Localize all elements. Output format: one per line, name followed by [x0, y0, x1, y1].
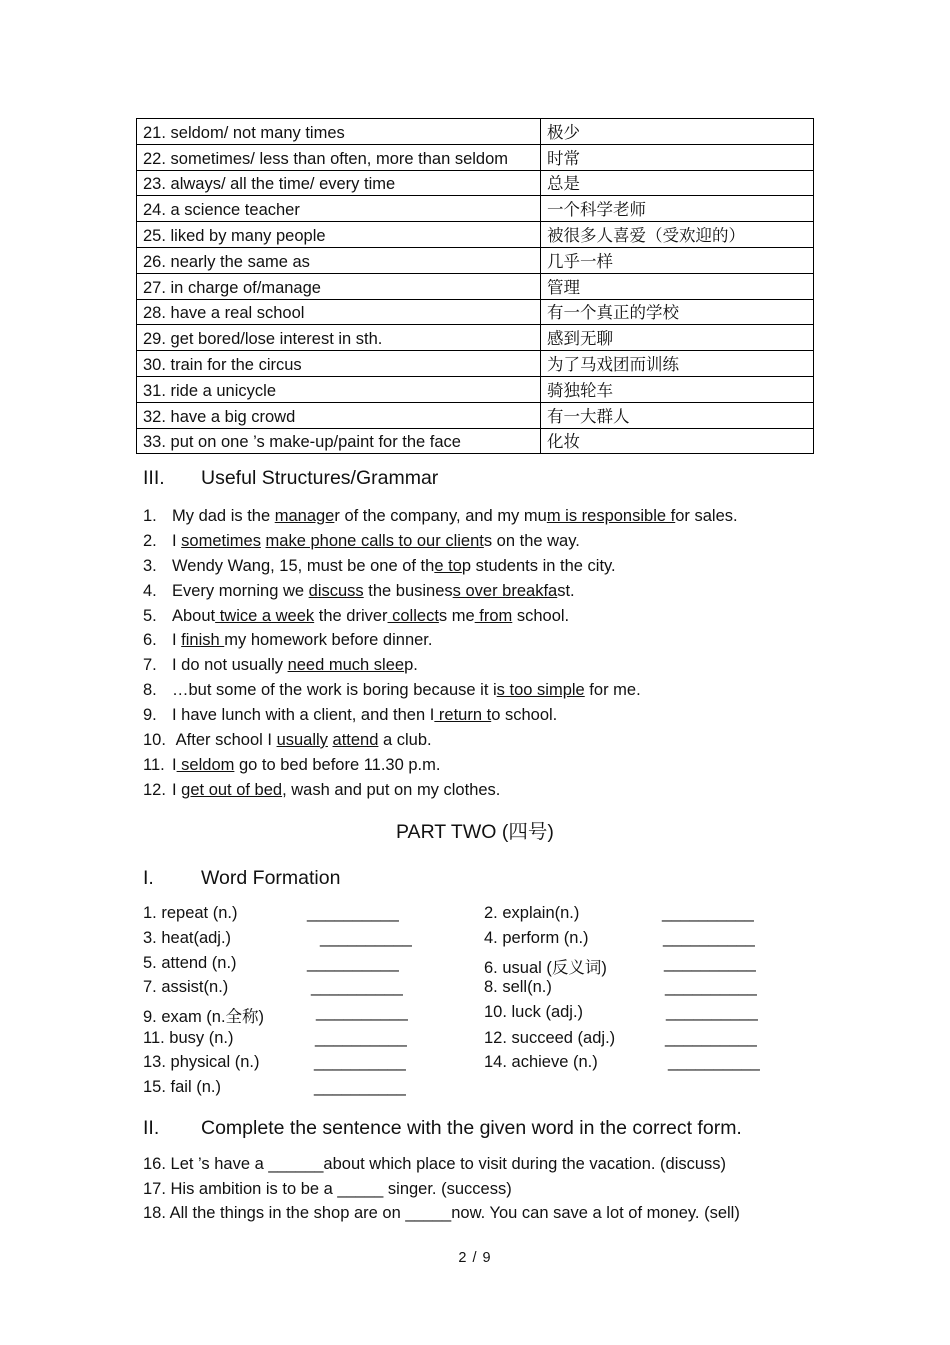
section-i-heading: I. Word Formation [143, 867, 341, 889]
grammar-sentence [143, 778, 738, 803]
vocab-chinese: 极少 [541, 119, 814, 145]
sentence-text: st. [557, 581, 575, 600]
underlined-phrase: sometimes [181, 531, 261, 550]
grammar-sentence [143, 753, 738, 778]
answer-blank[interactable]: __________ [314, 1078, 406, 1096]
complete-sentence-list [143, 1152, 740, 1226]
sentence-text: for me. [584, 681, 641, 700]
answer-blank[interactable]: __________ [320, 929, 412, 947]
answer-blank[interactable]: __________ [315, 1029, 407, 1047]
page-number: 2 / 9 [458, 1250, 492, 1266]
sentence-number: 3. [143, 556, 157, 575]
vocab-english: 30. train for the circus [137, 351, 541, 377]
answer-blank[interactable]: __________ [665, 1029, 757, 1047]
sentence-text: a club. [378, 731, 432, 750]
word-formation-item: 11. busy (n.) [143, 1029, 234, 1047]
sentence-text: go to bed before 11.30 p.m. [234, 755, 441, 774]
vocab-english: 22. sometimes/ less than often, more than seldom [137, 144, 541, 170]
underlined-phrase: get out of bed [181, 780, 283, 799]
vocab-row [137, 196, 814, 222]
underlined-phrase: s too simple [496, 681, 585, 700]
fill-in-sentence: 16. Let ’s have a ______about which place to visit during the vacation. (discuss) [143, 1155, 727, 1173]
sentence-text: I [172, 780, 182, 799]
underlined-phrase: discuss [308, 581, 364, 600]
sentence-text: p. [404, 656, 418, 675]
vocab-chinese: 感到无聊 [541, 325, 814, 351]
underlined-phrase: usually [276, 731, 328, 750]
underlined-phrase: attend [332, 731, 379, 750]
word-formation-item: 8. sell(n.) [484, 978, 552, 996]
sentence-text: I [172, 631, 182, 650]
word-formation-item: 7. assist(n.) [143, 978, 229, 996]
vocab-row [137, 119, 814, 145]
sentence-text: or sales. [675, 507, 738, 525]
sentence-text: I [172, 531, 182, 550]
underlined-phrase: s over breakfa [452, 581, 558, 600]
grammar-sentence [143, 554, 738, 579]
sentence-number: 6. [143, 631, 157, 650]
vocab-english: 32. have a big crowd [137, 402, 541, 428]
grammar-sentence-list [143, 504, 738, 803]
word-formation-item: 6. usual (反义词) [484, 959, 607, 977]
sentence-text: Wendy Wang, 15, must be one of th [172, 556, 435, 575]
answer-blank[interactable]: __________ [664, 954, 756, 972]
vocab-chinese: 几乎一样 [541, 247, 814, 273]
sentence-number: 11. [143, 755, 165, 774]
answer-blank[interactable]: __________ [307, 904, 399, 922]
answer-blank[interactable]: __________ [314, 1053, 406, 1071]
sentence-text: r of the company, and my mu [334, 507, 547, 525]
answer-blank[interactable]: __________ [666, 1003, 758, 1021]
sentence-text: o school. [491, 706, 558, 725]
grammar-sentence [143, 504, 738, 529]
sentence-text: my homework before dinner. [224, 631, 433, 650]
vocab-row [137, 247, 814, 273]
underlined-phrase: collect [387, 606, 439, 625]
vocab-row [137, 144, 814, 170]
sentence-text: p students in the city. [461, 556, 616, 575]
underlined-phrase: manage [274, 507, 335, 525]
word-formation-item: 3. heat(adj.) [143, 929, 232, 947]
vocab-english: 33. put on one ’s make-up/paint for the face [137, 428, 541, 454]
sentence-text: school. [512, 606, 570, 625]
sentence-number: 10. [143, 731, 166, 750]
word-formation-item: 5. attend (n.) [143, 954, 237, 972]
section-ii-heading: II. Complete the sentence with the given word in the correct form. [143, 1117, 742, 1139]
underlined-phrase: finish [181, 631, 225, 650]
underlined-phrase: seldom [176, 755, 235, 774]
vocab-row [137, 428, 814, 454]
fill-in-sentence: 17. His ambition is to be a _____ singer. (success) [143, 1179, 512, 1198]
fill-in-sentence: 18. All the things in the shop are on _____now. You can save a lot of money. (sell) [143, 1204, 740, 1223]
vocab-row [137, 402, 814, 428]
word-formation-item: 2. explain(n.) [484, 904, 580, 922]
vocab-chinese: 总是 [541, 170, 814, 196]
answer-blank[interactable]: __________ [663, 929, 755, 947]
vocab-english: 25. liked by many people [137, 222, 541, 248]
vocab-row [137, 351, 814, 377]
vocab-chinese: 管理 [541, 273, 814, 299]
word-formation-item: 13. physical (n.) [143, 1053, 260, 1071]
vocab-english: 31. ride a unicycle [137, 376, 541, 402]
word-formation-item: 4. perform (n.) [484, 929, 589, 947]
vocab-chinese: 一个科学老师 [541, 196, 814, 222]
vocab-english: 21. seldom/ not many times [137, 119, 541, 145]
vocab-english: 24. a science teacher [137, 196, 541, 222]
answer-blank[interactable]: __________ [307, 954, 399, 972]
vocab-row [137, 273, 814, 299]
answer-blank[interactable]: __________ [311, 978, 403, 996]
sentence-text: I [172, 755, 177, 774]
answer-blank[interactable]: __________ [316, 1003, 408, 1021]
sentence-number: 5. [143, 606, 157, 625]
vocab-english: 27. in charge of/manage [137, 273, 541, 299]
vocab-chinese: 为了马戏团而训练 [541, 351, 814, 377]
grammar-sentence [143, 728, 738, 753]
word-formation-item: 9. exam (n.全称) [143, 1008, 265, 1026]
underlined-phrase: return t [434, 706, 492, 725]
grammar-sentence [143, 653, 738, 678]
underlined-phrase: twice a week [215, 606, 315, 625]
grammar-sentence [143, 703, 738, 728]
word-formation-item: 12. succeed (adj.) [484, 1029, 616, 1047]
vocab-row [137, 222, 814, 248]
sentence-number: 4. [143, 581, 157, 600]
section-iii-heading: III. Useful Structures/Grammar [143, 467, 439, 489]
underlined-phrase: from [474, 606, 513, 625]
vocabulary-table [136, 118, 814, 454]
grammar-sentence [143, 529, 738, 554]
vocab-chinese: 有一个真正的学校 [541, 299, 814, 325]
sentence-text: I have lunch with a client, and then I [172, 706, 435, 725]
vocab-chinese: 被很多人喜爱（受欢迎的） [541, 222, 814, 248]
sentence-text: About [172, 606, 216, 625]
answer-blank[interactable]: __________ [668, 1053, 760, 1071]
sentence-text: s on the way. [483, 531, 580, 550]
sentence-text: After school I [172, 731, 277, 750]
grammar-sentence [143, 628, 738, 653]
sentence-number: 12. [143, 780, 166, 799]
sentence-text: …but some of the work is boring because it i [172, 681, 497, 700]
word-formation-item: 15. fail (n.) [143, 1078, 221, 1096]
answer-blank[interactable]: __________ [665, 978, 757, 996]
underlined-phrase: need much slee [287, 656, 405, 675]
vocab-english: 23. always/ all the time/ every time [137, 170, 541, 196]
sentence-text: Every morning we [172, 581, 309, 600]
grammar-sentence [143, 579, 738, 604]
vocab-row [137, 376, 814, 402]
sentence-text: the driver [314, 606, 388, 625]
sentence-number: 9. [143, 706, 157, 725]
sentence-text: the busines [363, 581, 453, 600]
grammar-sentence [143, 678, 738, 703]
underlined-phrase: make phone calls to our client [265, 531, 484, 550]
sentence-number: 1. [143, 507, 157, 525]
vocab-chinese: 时常 [541, 144, 814, 170]
sentence-number: 8. [143, 681, 157, 700]
vocab-english: 29. get bored/lose interest in sth. [137, 325, 541, 351]
vocab-english: 26. nearly the same as [137, 247, 541, 273]
underlined-phrase: e to [434, 556, 462, 575]
part-two-title: PART TWO (四号) [396, 821, 554, 843]
sentence-number: 2. [143, 531, 157, 550]
grammar-sentence [143, 604, 738, 629]
word-formation-item: 1. repeat (n.) [143, 904, 238, 922]
vocab-chinese: 有一大群人 [541, 402, 814, 428]
answer-blank[interactable]: __________ [662, 904, 754, 922]
vocab-row [137, 170, 814, 196]
sentence-text: , wash and put on my clothes. [282, 780, 501, 799]
sentence-number: 7. [143, 656, 157, 675]
vocab-chinese: 骑独轮车 [541, 376, 814, 402]
sentence-text: s me [438, 606, 475, 625]
sentence-text: I do not usually [172, 656, 288, 675]
vocab-chinese: 化妆 [541, 428, 814, 454]
vocab-english: 28. have a real school [137, 299, 541, 325]
word-formation-item: 10. luck (adj.) [484, 1003, 584, 1021]
vocab-row [137, 299, 814, 325]
underlined-phrase: m is responsible f [546, 507, 676, 525]
vocab-row [137, 325, 814, 351]
sentence-text: My dad is the [172, 507, 275, 525]
word-formation-item: 14. achieve (n.) [484, 1053, 598, 1071]
